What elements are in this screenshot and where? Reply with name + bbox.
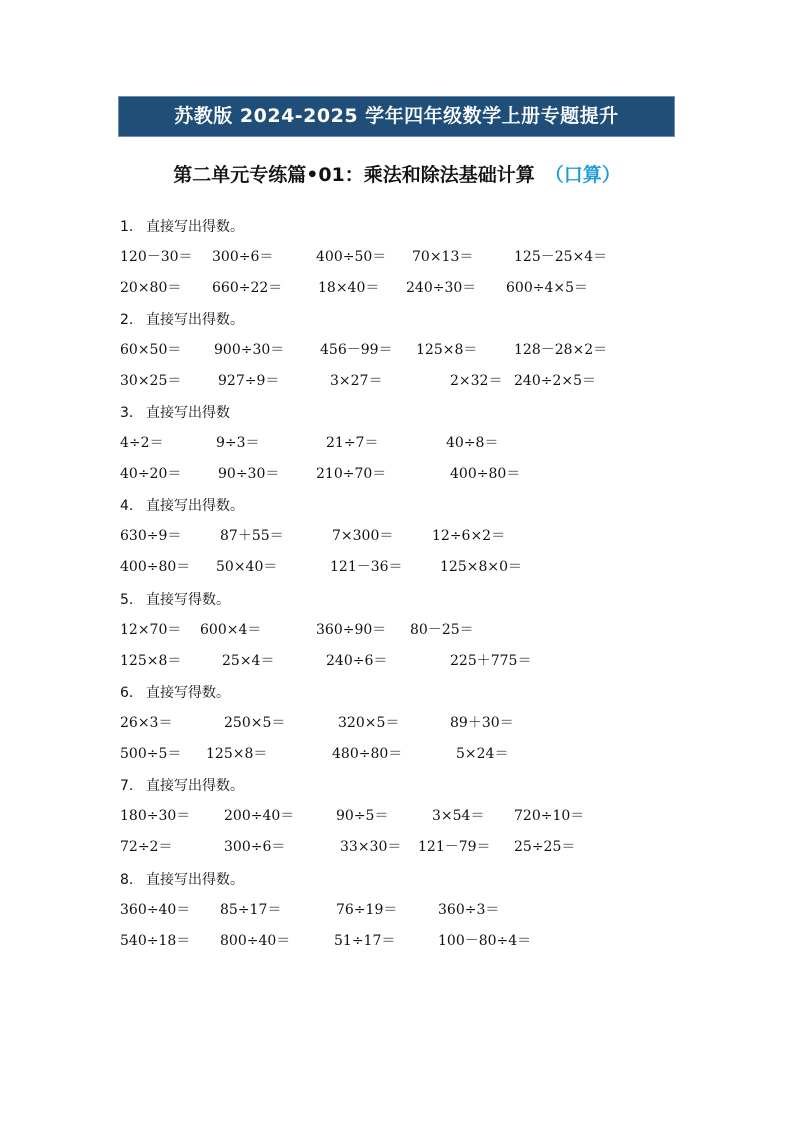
math-problem: 360÷90＝ [316, 622, 387, 638]
math-problem: 25×4＝ [222, 653, 275, 669]
math-problem: 90÷30＝ [218, 466, 280, 482]
math-problem: 80－25＝ [410, 622, 474, 638]
math-problem: 33×30＝ [340, 839, 402, 855]
math-problem: 128－28×2＝ [514, 342, 608, 358]
math-problem: 85÷17＝ [220, 902, 282, 918]
math-problem: 26×3＝ [120, 715, 173, 731]
problem-row [120, 366, 680, 397]
subtitle-main: 第二单元专练篇•01：乘法和除法基础计算 [173, 164, 535, 186]
math-problem: 51÷17＝ [334, 933, 396, 949]
math-problem: 76÷19＝ [336, 902, 398, 918]
math-problem: 3×27＝ [330, 373, 383, 389]
problem-row [120, 459, 680, 490]
section-heading [120, 678, 680, 708]
section-number: 6. [120, 685, 134, 701]
math-problem: 121－79＝ [418, 839, 491, 855]
math-problem: 21÷7＝ [326, 435, 379, 451]
problem-row [120, 428, 680, 459]
math-problem: 40÷20＝ [120, 466, 182, 482]
problem-row [120, 335, 680, 366]
math-problem: 125×8＝ [416, 342, 478, 358]
problem-row [120, 926, 680, 957]
math-problem: 360÷3＝ [438, 902, 500, 918]
section-heading [120, 865, 680, 895]
section-heading [120, 491, 680, 521]
math-problem: 12×70＝ [120, 622, 182, 638]
problem-row [120, 739, 680, 770]
exercise-section-7 [120, 771, 680, 863]
math-problem: 240÷2×5＝ [514, 373, 596, 389]
math-problem: 927÷9＝ [218, 373, 280, 389]
math-problem: 9÷3＝ [216, 435, 260, 451]
math-problem: 800÷40＝ [220, 933, 291, 949]
problem-row [120, 242, 680, 273]
math-problem: 400÷80＝ [450, 466, 521, 482]
math-problem: 180÷30＝ [120, 808, 191, 824]
math-problem: 500÷5＝ [120, 746, 182, 762]
document-subtitle [0, 161, 794, 189]
math-problem: 240÷30＝ [406, 280, 477, 296]
math-problem: 200÷40＝ [224, 808, 295, 824]
math-problem: 900÷30＝ [214, 342, 285, 358]
section-number: 4. [120, 498, 134, 514]
math-problem: 456－99＝ [320, 342, 393, 358]
math-problem: 20×80＝ [120, 280, 182, 296]
math-problem: 300÷6＝ [224, 839, 286, 855]
problem-row [120, 708, 680, 739]
section-instruction: 直接写出得数。 [146, 498, 244, 514]
math-problem: 210÷70＝ [316, 466, 387, 482]
math-problem: 30×25＝ [120, 373, 182, 389]
problem-row [120, 521, 680, 552]
problem-row [120, 615, 680, 646]
exercise-section-2 [120, 305, 680, 397]
math-problem: 12÷6×2＝ [432, 528, 506, 544]
math-problem: 720÷10＝ [514, 808, 585, 824]
subtitle-tag: （口算） [544, 164, 621, 186]
math-problem: 4÷2＝ [120, 435, 164, 451]
section-instruction: 直接写出得数。 [146, 778, 244, 794]
math-problem: 660÷22＝ [212, 280, 283, 296]
exercise-section-3 [120, 398, 680, 490]
math-problem: 125×8×0＝ [440, 559, 522, 575]
section-number: 2. [120, 312, 134, 328]
math-problem: 300÷6＝ [212, 249, 274, 265]
section-number: 5. [120, 592, 134, 608]
section-heading [120, 585, 680, 615]
math-problem: 400÷50＝ [316, 249, 387, 265]
section-instruction: 直接写出得数。 [146, 219, 244, 235]
math-problem: 5×24＝ [456, 746, 509, 762]
math-problem: 630÷9＝ [120, 528, 182, 544]
exercise-section-1 [120, 212, 680, 304]
section-heading [120, 398, 680, 428]
section-number: 3. [120, 405, 134, 421]
math-problem: 400÷80＝ [120, 559, 191, 575]
math-problem: 540÷18＝ [120, 933, 191, 949]
math-problem: 225＋775＝ [450, 653, 532, 669]
math-problem: 125－25×4＝ [514, 249, 608, 265]
math-problem: 87＋55＝ [220, 528, 284, 544]
section-number: 8. [120, 872, 134, 888]
math-problem: 7×300＝ [332, 528, 394, 544]
section-instruction: 直接写出得数。 [146, 312, 244, 328]
math-problem: 600÷4×5＝ [506, 280, 588, 296]
section-number: 7. [120, 778, 134, 794]
problem-row [120, 832, 680, 863]
section-instruction: 直接写得数。 [146, 592, 230, 608]
math-problem: 89＋30＝ [450, 715, 514, 731]
math-problem: 50×40＝ [216, 559, 278, 575]
section-instruction: 直接写得数。 [146, 685, 230, 701]
math-problem: 90÷5＝ [336, 808, 389, 824]
exercise-section-6 [120, 678, 680, 770]
exercise-section-4 [120, 491, 680, 583]
math-problem: 121－36＝ [330, 559, 403, 575]
problem-row [120, 895, 680, 926]
math-problem: 60×50＝ [120, 342, 182, 358]
math-problem: 72÷2＝ [120, 839, 173, 855]
math-problem: 250×5＝ [224, 715, 286, 731]
math-problem: 125×8＝ [206, 746, 268, 762]
math-problem: 360÷40＝ [120, 902, 191, 918]
math-problem: 18×40＝ [318, 280, 380, 296]
math-problem: 25÷25＝ [514, 839, 576, 855]
math-problem: 120－30＝ [120, 249, 193, 265]
document-banner: 苏教版 2024-2025 学年四年级数学上册专题提升 [118, 96, 675, 137]
section-instruction: 直接写出得数 [146, 405, 230, 421]
problem-row [120, 552, 680, 583]
math-problem: 320×5＝ [338, 715, 400, 731]
problem-row [120, 646, 680, 677]
math-problem: 600×4＝ [200, 622, 262, 638]
section-instruction: 直接写出得数。 [146, 872, 244, 888]
exercise-section-5 [120, 585, 680, 677]
section-heading [120, 305, 680, 335]
section-heading [120, 771, 680, 801]
math-problem: 240÷6＝ [326, 653, 388, 669]
problem-row [120, 273, 680, 304]
section-number: 1. [120, 219, 134, 235]
exercise-section-8 [120, 865, 680, 957]
math-problem: 2×32＝ [450, 373, 503, 389]
section-heading [120, 212, 680, 242]
math-problem: 70×13＝ [412, 249, 474, 265]
math-problem: 480÷80＝ [332, 746, 403, 762]
math-problem: 125×8＝ [120, 653, 182, 669]
problem-row [120, 801, 680, 832]
math-problem: 3×54＝ [432, 808, 485, 824]
math-problem: 40÷8＝ [446, 435, 499, 451]
math-problem: 100－80÷4＝ [438, 933, 532, 949]
